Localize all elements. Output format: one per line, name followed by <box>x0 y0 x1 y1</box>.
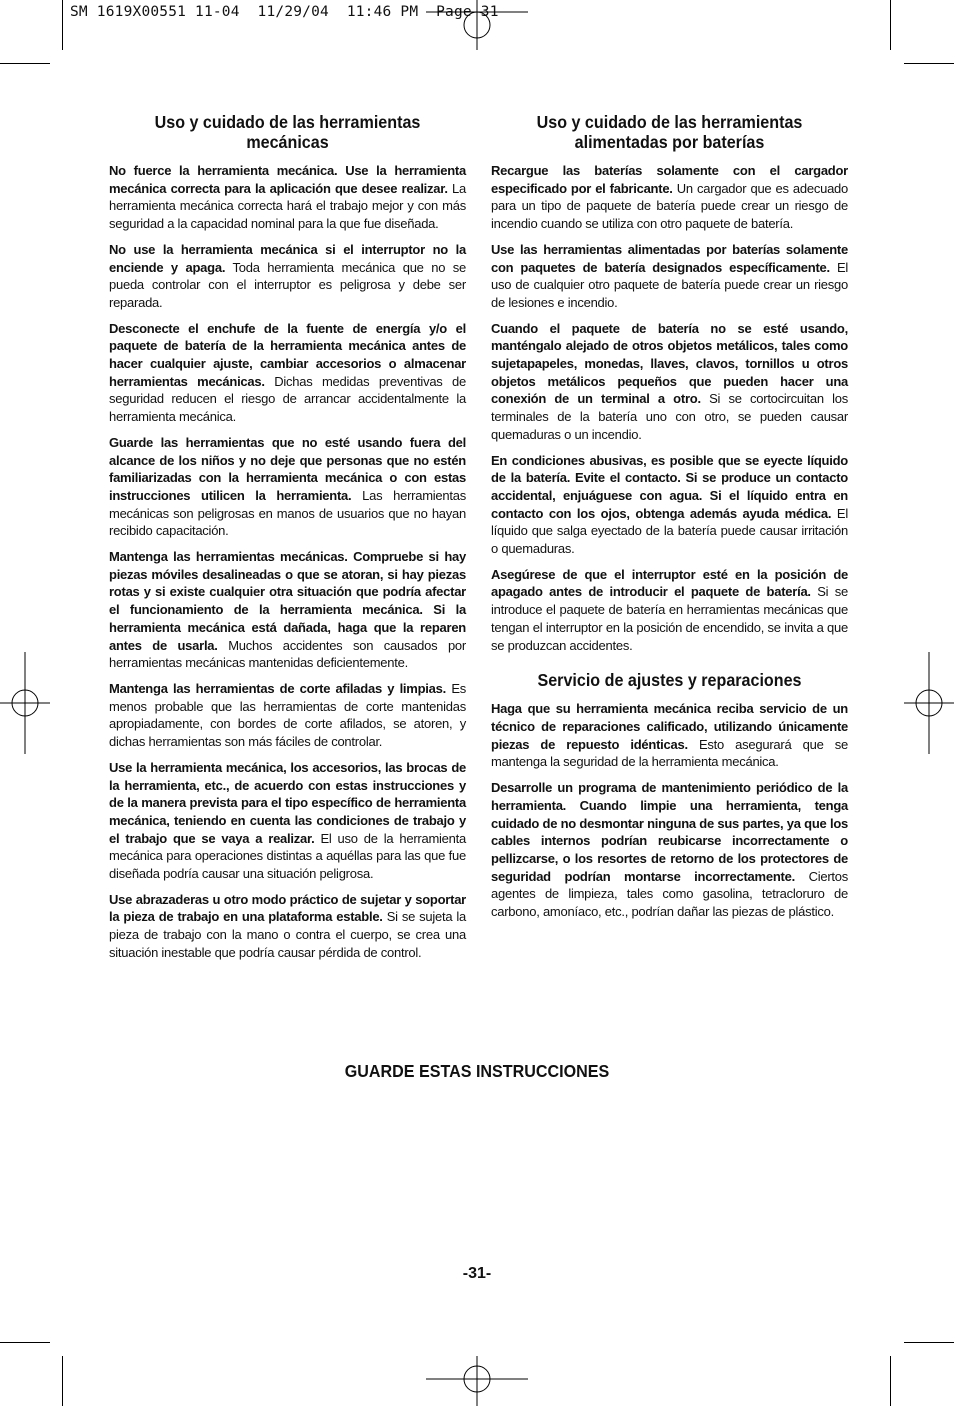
paragraph-body: Dichas medidas preventivas de seguridad reducen el riesgo de arrancar accidentalmente la herramienta mecánica. <box>109 373 466 425</box>
section-heading: Uso y cuidado de las herramientas mecánicas <box>154 112 421 152</box>
section-heading: Servicio de ajustes y reparaciones <box>537 670 802 691</box>
paragraph-body: Es menos probable que las herramientas de corte mantenidas apropiadamente, con bordes de corte afilados, se atoren, y dichas herramientas son más fáciles de controlar. <box>109 680 466 750</box>
section-heading: Uso y cuidado de las herramientas alimentadas por baterías <box>536 112 803 152</box>
paragraph-body: Si se introduce el paquete de batería en herramientas mecánicas que tengan el interruptor en la posición de encendido, se invita a que se produzcan accidentes. <box>491 584 848 653</box>
left-column <box>109 112 466 970</box>
paragraph-body: Muchos accidentes son causados por herramientas mecánicas mantenidas deficientemente. <box>109 637 466 671</box>
paragraph <box>491 241 848 312</box>
crop-mark <box>890 0 891 50</box>
left-paragraphs <box>109 162 466 962</box>
right-paragraphs <box>491 162 848 654</box>
crop-mark <box>904 1342 954 1343</box>
paragraph <box>109 320 466 426</box>
paragraph-lead: No use la herramienta mecánica si el interruptor no la enciende y apaga. <box>109 241 466 275</box>
paragraph-body: Las herramientas mecánicas son peligrosas en manos de usuarios que no hayan recibido capacitación. <box>109 487 466 539</box>
paragraph-lead: Recargue las baterías solamente con el cargador especificado por el fabricante. <box>491 163 848 196</box>
paragraph-body: El uso de la herramienta mecánica para operaciones distintas a aquéllas para las que fue diseñada podría causar una situación peligrosa. <box>109 830 466 882</box>
paragraph <box>491 566 848 655</box>
paragraph <box>109 759 466 883</box>
crop-mark <box>62 1356 63 1406</box>
paragraph-lead: Cuando el paquete de batería no se esté usando, manténgalo alejado de otros objetos metálicos, tales como sujetapapeles, monedas, llaves, clavos, tornillos u otros objetos metálicos pequeños que pueden hacer una conexión de un terminal a otro. <box>491 320 848 407</box>
paragraph-body: Si se sujeta la pieza de trabajo con la mano o contra el cuerpo, se crea una situación inestable que podría causar pérdida de control. <box>109 909 466 960</box>
paragraph-lead: No fuerce la herramienta mecánica. Use la herramienta mecánica correcta para la aplicación que desee realizar. <box>109 163 466 196</box>
footer-title: GUARDE ESTAS INSTRUCCIONES <box>344 1061 610 1081</box>
paragraph-lead: Use las herramientas alimentadas por baterías solamente con paquetes de batería designados específicamente. <box>491 241 848 275</box>
paragraph <box>491 779 848 921</box>
paragraph <box>109 680 466 751</box>
paragraph <box>491 452 848 558</box>
crop-mark <box>0 63 50 64</box>
paragraph <box>109 162 466 233</box>
right-column <box>491 112 848 929</box>
paragraph-lead: Mantenga las herramientas de corte afiladas y limpias. <box>109 680 446 696</box>
paragraph-body: El uso de cualquier otro paquete de batería puede crear un riesgo de lesiones e incendio. <box>491 259 849 310</box>
paragraph-body: Si se cortocircuitan los terminales de la batería uno con otro, se pueden causar quemaduras o un incendio. <box>491 391 848 442</box>
paragraph-lead: Desarrolle un programa de mantenimiento periódico de la herramienta. Cuando limpie una herramienta, tenga cuidado de no desmontar ninguna de sus partes, ya que los cables internos podrían reubicarse incorrectamente o pellizcarse, o los resortes de retorno de los protectores de seguridad podrían montarse incorrectamente. <box>491 780 848 884</box>
paragraph <box>491 162 848 233</box>
paragraph-body: Un cargador que es adecuado para un tipo de paquete de batería puede crear un riesgo de incendio cuando se utiliza con otro paquete de batería. <box>491 180 849 232</box>
page-number: -31- <box>462 1265 492 1282</box>
paragraph-body: Toda herramienta mecánica que no se pueda controlar con el interruptor es peligrosa y debe ser reparada. <box>109 259 466 310</box>
paragraph-body: Ciertos agentes de limpieza, tales como gasolina, tetracloruro de carbono, amoníaco, etc., podrían dañar las piezas de plástico. <box>491 868 849 920</box>
registration-mark-icon <box>426 1354 528 1406</box>
paragraph <box>109 891 466 962</box>
registration-mark-icon <box>426 0 528 52</box>
print-slug: SM 1619X00551 11-04 11/29/04 11:46 PM Page 31 <box>70 4 499 20</box>
paragraph-lead: Asegúrese de que el interruptor esté en la posición de apagado antes de introducir el paquete de batería. <box>491 566 848 600</box>
paragraph <box>109 548 466 672</box>
paragraph-lead: Desconecte el enchufe de la fuente de energía y/o el paquete de batería de la herramienta mecánica antes de hacer cualquier ajuste, cambiar accesorios o almacenar herramientas mecánicas. <box>109 320 466 389</box>
paragraph-body: La herramienta mecánica correcta hará el trabajo mejor y con más seguridad a la capacidad nominal para la que fue diseñada. <box>109 180 466 232</box>
crop-mark <box>890 1356 891 1406</box>
paragraph-lead: En condiciones abusivas, es posible que se eyecte líquido de la batería. Evite el contacto. Si se produce un contacto accidental, enjuáguese con agua. Si el líquido entra en contacto con los ojos, obtenga además ayuda médica. <box>491 452 848 521</box>
paragraph-body: El líquido que salga eyectado de la batería puede causar irritación o quemaduras. <box>491 505 848 557</box>
crop-mark <box>0 1342 50 1343</box>
right-paragraphs-2 <box>491 700 848 920</box>
crop-mark <box>62 0 63 50</box>
paragraph <box>491 320 848 444</box>
paragraph <box>109 434 466 540</box>
registration-mark-icon <box>0 652 52 754</box>
paragraph <box>109 241 466 312</box>
crop-mark <box>904 63 954 64</box>
paragraph <box>491 700 848 771</box>
paragraph-lead: Haga que su herramienta mecánica reciba servicio de un técnico de reparaciones calificado, utilizando únicamente piezas de repuesto idénticas. <box>491 701 848 752</box>
paragraph-body: Esto asegurará que se mantenga la seguridad de la herramienta mecánica. <box>491 736 848 770</box>
paragraph-lead: Mantenga las herramientas mecánicas. Compruebe si hay piezas móviles desalineadas o que se atoran, si hay piezas rotas y si existe cualquier otra situación que podría afectar el funcionamiento de la herramienta mecánica. Si la herramienta mecánica está dañada, haga que la reparen antes de usarla. <box>109 549 466 653</box>
registration-mark-icon <box>902 652 954 754</box>
paragraph-lead: Guarde las herramientas que no esté usando fuera del alcance de los niños y no deje que personas que no estén familiarizadas con la herramienta mecánica o con estas instrucciones utilicen la herramienta. <box>109 434 466 503</box>
paragraph-lead: Use la herramienta mecánica, los accesorios, las brocas de la herramienta, etc., de acuerdo con estas instrucciones y de la manera prevista para el tipo específico de herramienta mecánica, teniendo en cuenta las condiciones de trabajo y el trabajo que se vaya a realizar. <box>109 759 466 846</box>
paragraph-lead: Use abrazaderas u otro modo práctico de sujetar y soportar la pieza de trabajo en una plataforma estable. <box>109 891 466 925</box>
